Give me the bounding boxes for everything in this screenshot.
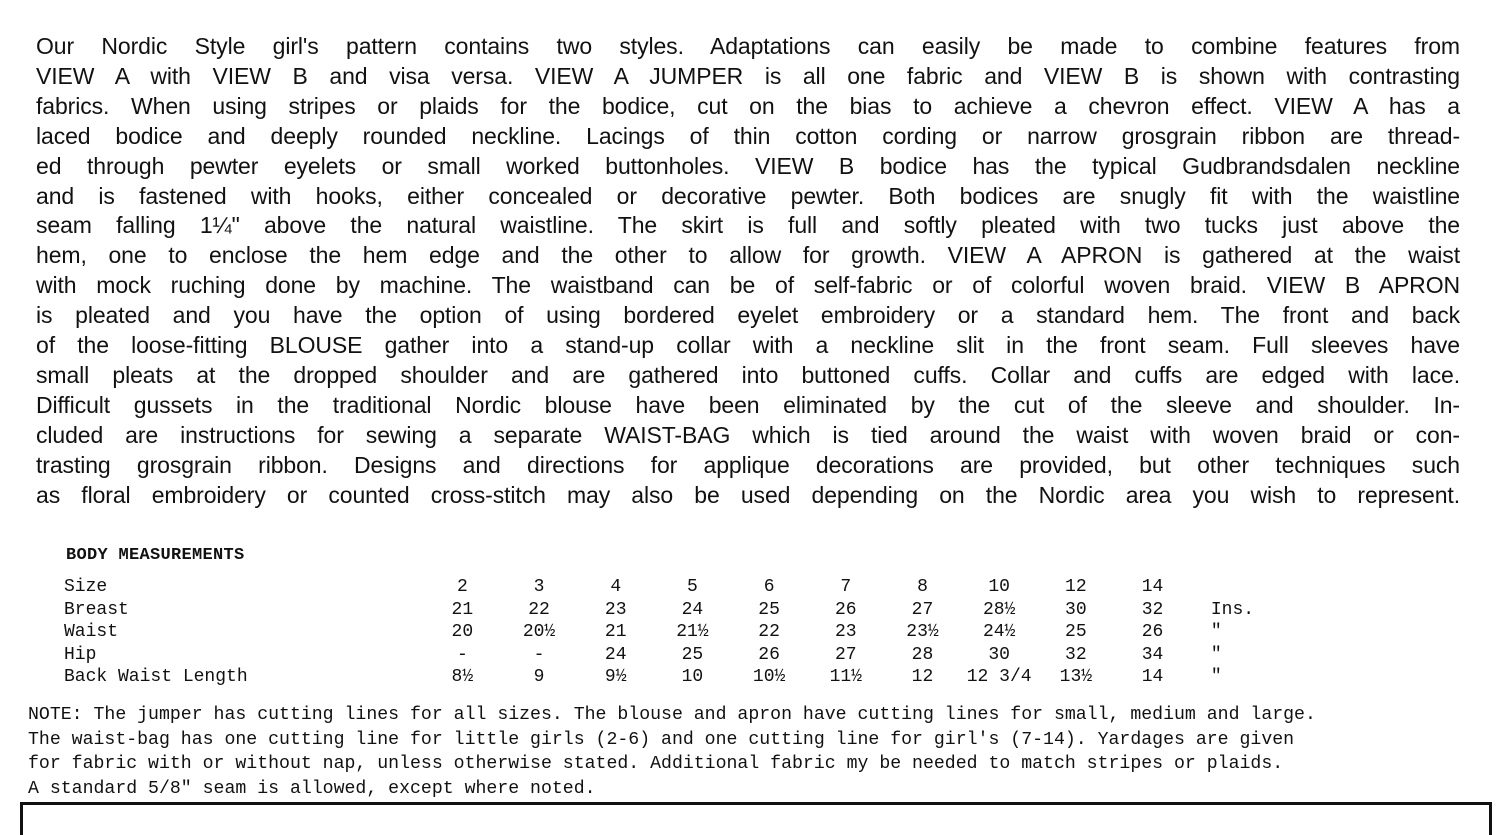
description-line: is pleated and you have the option of using bordered eyelet embroidery or a standard hem. The front and back [36,302,1460,329]
note-line: NOTE: The jumper has cutting lines for all sizes. The blouse and apron have cutting lines for small, medium and large. [28,705,1316,725]
measurement-cell: 22 [528,599,550,620]
description-line: and is fastened with hooks, either concealed or decorative pewter. Both bodices are snugly fit with the waistline [36,182,1460,209]
measurement-cell: 24½ [982,622,1016,643]
description-line: fabrics. When using stripes or plaids for the bodice, cut on the bias to achieve a chevron effect. VIEW A has a [36,92,1460,119]
note-block [28,703,1316,801]
measurement-cell: 30 [1065,599,1087,620]
measurement-cell: 21 [604,622,627,643]
measurement-cell: 27 [834,644,857,665]
measurement-row [64,576,1291,599]
row-label: Back Waist Length [64,667,248,688]
measurement-cell: 21½ [676,622,709,643]
unit-cell [1191,576,1291,599]
measurements-table [64,576,1291,689]
measurement-cell: 20½ [522,622,556,643]
measurement-cell: 3 [533,577,545,597]
row-label: Breast [64,599,129,620]
measurement-cell: 20 [451,622,474,643]
unit-cell: " [1210,622,1222,643]
measurement-cell: 24 [604,644,627,665]
measurement-cell: 9½ [604,667,627,688]
measurement-cell: - [533,644,545,665]
description-line: small pleats at the dropped shoulder and are gathered into buttoned cuffs. Collar and cuffs are edged with lace. [36,361,1460,388]
measurement-cell: 14 [1141,667,1164,688]
measurement-cell: 14 [1141,577,1164,597]
measurement-cell: 8½ [451,667,474,688]
measurement-row [64,666,1291,689]
measurement-cell: 32 [1141,599,1164,620]
description-line: seam falling 1¼" above the natural waistline. The skirt is full and softly pleated with two tucks just above the [36,212,1460,239]
measurement-cell: 25 [1065,622,1087,643]
measurement-row [64,644,1291,667]
measurement-cell: 4 [610,577,622,597]
measurement-cell: 26 [1141,622,1164,643]
description-line: of the loose-fitting BLOUSE gather into a stand-up collar with a neckline slit in the front seam. Full sleeves have [36,332,1460,359]
description-line: laced bodice and deeply rounded neckline. Lacings of thin cotton cording or narrow grosgrain ribbon are thread- [36,122,1460,149]
description-line: trasting grosgrain ribbon. Designs and directions for applique decorations are provided, but other techniques such [36,451,1460,478]
measurement-cell: 7 [840,577,852,597]
measurement-cell: 12 3/4 [966,667,1032,688]
measurement-cell: 13½ [1059,667,1093,688]
measurement-cell: 30 [988,644,1010,665]
description-line: as floral embroidery or counted cross-stitch may also be used depending on the Nordic area you wish to represent. [36,481,1460,508]
row-label: Waist [64,622,119,643]
measurement-cell: 12 [911,667,934,688]
measurement-cell: 27 [911,599,934,620]
unit-cell: Ins. [1210,599,1255,620]
measurement-cell: 26 [758,644,780,665]
row-label: Hip [64,644,97,665]
measurement-cell: 23 [834,622,857,643]
measurement-cell: 10½ [752,667,786,688]
description-line: Difficult gussets in the traditional Nordic blouse have been eliminated by the cut of the sleeve and shoulder. In- [36,391,1460,418]
description-paragraph [36,32,1460,511]
measurement-row [64,621,1291,644]
measurement-cell: 28½ [982,599,1016,620]
note-line: The waist-bag has one cutting line for little girls (2-6) and one cutting line for girl's (7-14). Yardages are given [28,729,1295,750]
row-label: Size [64,577,108,597]
measurement-cell: 21 [451,599,474,620]
measurement-cell: 10 [988,577,1010,597]
measurement-row [64,599,1291,622]
measurement-cell: 23 [604,599,627,620]
measurement-cell: 32 [1065,644,1087,665]
measurement-cell: 2 [456,577,468,597]
measurement-cell: 5 [687,577,698,597]
measurement-cell: 25 [681,644,704,665]
measurement-cell: 11½ [829,667,862,688]
measurement-cell: 34 [1141,644,1164,665]
description-line: with mock ruching done by machine. The waistband can be of self-fabric or of colorful woven braid. VIEW B APRON [36,272,1460,299]
measurement-cell: 24 [681,599,704,620]
measurement-cell: 8 [917,577,928,597]
note-line: A standard 5/8" seam is allowed, except where noted. [28,778,596,799]
next-section-box [20,802,1492,835]
unit-cell: " [1210,644,1222,665]
measurement-cell: 6 [763,577,775,597]
measurement-cell: 9 [533,667,545,688]
note-line: for fabric with or without nap, unless otherwise stated. Additional fabric my be needed to match stripes or plaids. [28,754,1284,774]
measurement-cell: 12 [1065,577,1087,597]
description-line: Our Nordic Style girl's pattern contains two styles. Adaptations can easily be made to combine features from [36,33,1460,59]
unit-cell: " [1210,667,1222,688]
measurements-heading: BODY MEASUREMENTS [66,546,245,565]
description-line: hem, one to enclose the hem edge and the other to allow for growth. VIEW A APRON is gathered at the waist [36,242,1460,269]
measurement-cell: 10 [681,667,704,688]
measurement-cell: 28 [911,644,934,665]
measurement-cell: 26 [834,599,857,620]
description-line: VIEW A with VIEW B and visa versa. VIEW A JUMPER is all one fabric and VIEW B is shown with contrasting [36,62,1460,89]
description-line: ed through pewter eyelets or small worked buttonholes. VIEW B bodice has the typical Gudbrandsdalen neckline [36,152,1460,179]
description-line: cluded are instructions for sewing a separate WAIST-BAG which is tied around the waist with woven braid or con- [36,421,1460,448]
measurement-cell: 25 [758,599,780,620]
measurement-cell: - [456,644,468,665]
measurement-cell: 23½ [906,622,939,643]
measurement-cell: 22 [758,622,780,643]
